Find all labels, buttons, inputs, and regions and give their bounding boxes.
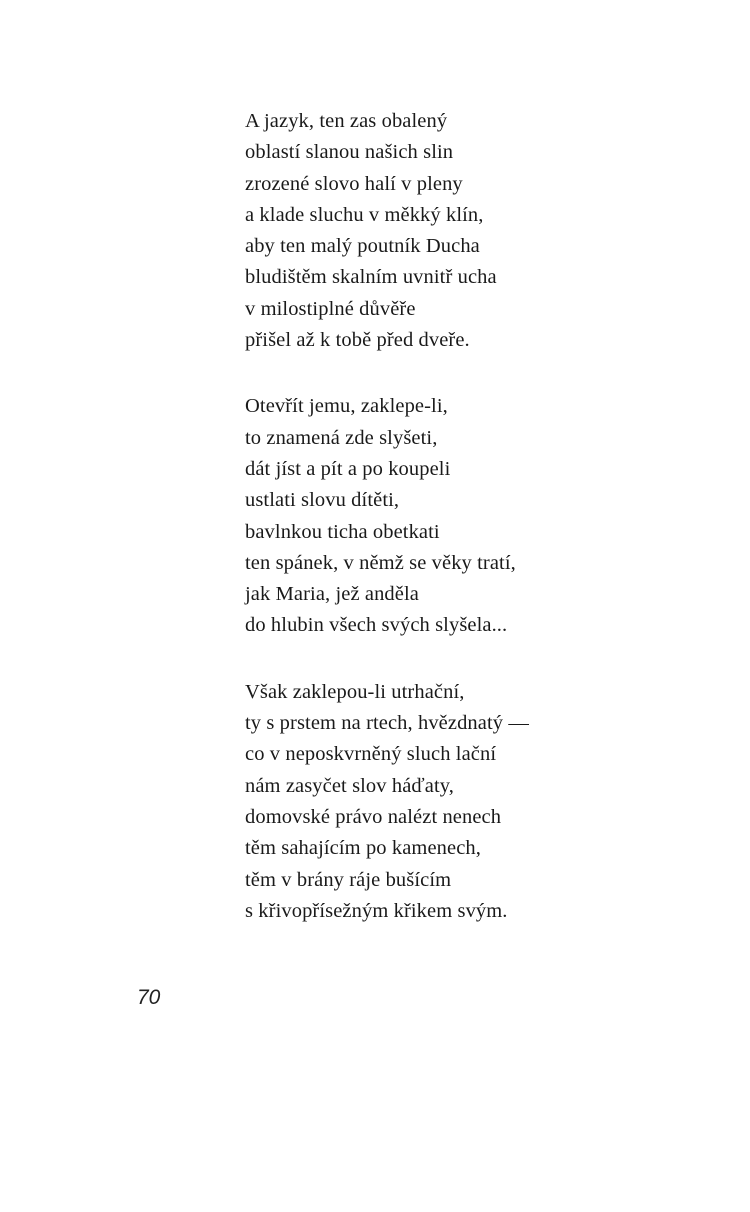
poem-line: zrozené slovo halí v pleny: [245, 172, 463, 195]
poem-line: Otevřít jemu, zaklepe-li,: [245, 395, 448, 418]
poem-line: jak Maria, jež anděla: [245, 583, 419, 606]
stanza-1: [245, 106, 685, 356]
poem-line: dát jíst a pít a po koupeli: [245, 457, 451, 480]
stanza-3: [245, 677, 685, 927]
stanza-2: [245, 391, 685, 641]
poem-line: ustlati slovu dítěti,: [245, 489, 400, 512]
page-number: 70: [137, 986, 161, 1009]
poem-line: ty s prstem na rtech, hvězdnatý —: [245, 712, 529, 735]
poem-line: v milostiplné důvěře: [245, 297, 416, 320]
poem-line: aby ten malý poutník Ducha: [245, 235, 480, 258]
poem-line: bavlnkou ticha obetkati: [245, 520, 440, 543]
poem-line: ten spánek, v němž se věky tratí,: [245, 551, 516, 574]
poem-line: co v neposkvrněný sluch lační: [245, 743, 497, 766]
poem-line: těm v brány ráje bušícím: [245, 868, 452, 891]
poem-line: do hlubin všech svých slyšela...: [245, 614, 508, 637]
poem-line: oblastí slanou našich slin: [245, 141, 454, 164]
poem-line: Však zaklepou-li utrhační,: [245, 680, 465, 703]
poem-line: nám zasyčet slov háďaty,: [245, 774, 455, 797]
poem-line: domovské právo nalézt nenech: [245, 805, 502, 828]
poem-line: a klade sluchu v měkký klín,: [245, 203, 484, 226]
poem-line: to znamená zde slyšeti,: [245, 426, 438, 449]
poem: [245, 106, 685, 962]
poem-line: s křivopřísežným křikem svým.: [245, 899, 508, 922]
poem-line: těm sahajícím po kamenech,: [245, 837, 481, 860]
poem-line: přišel až k tobě před dveře.: [245, 329, 470, 352]
poem-line: bludištěm skalním uvnitř ucha: [245, 266, 497, 289]
poem-line: A jazyk, ten zas obalený: [245, 110, 448, 132]
